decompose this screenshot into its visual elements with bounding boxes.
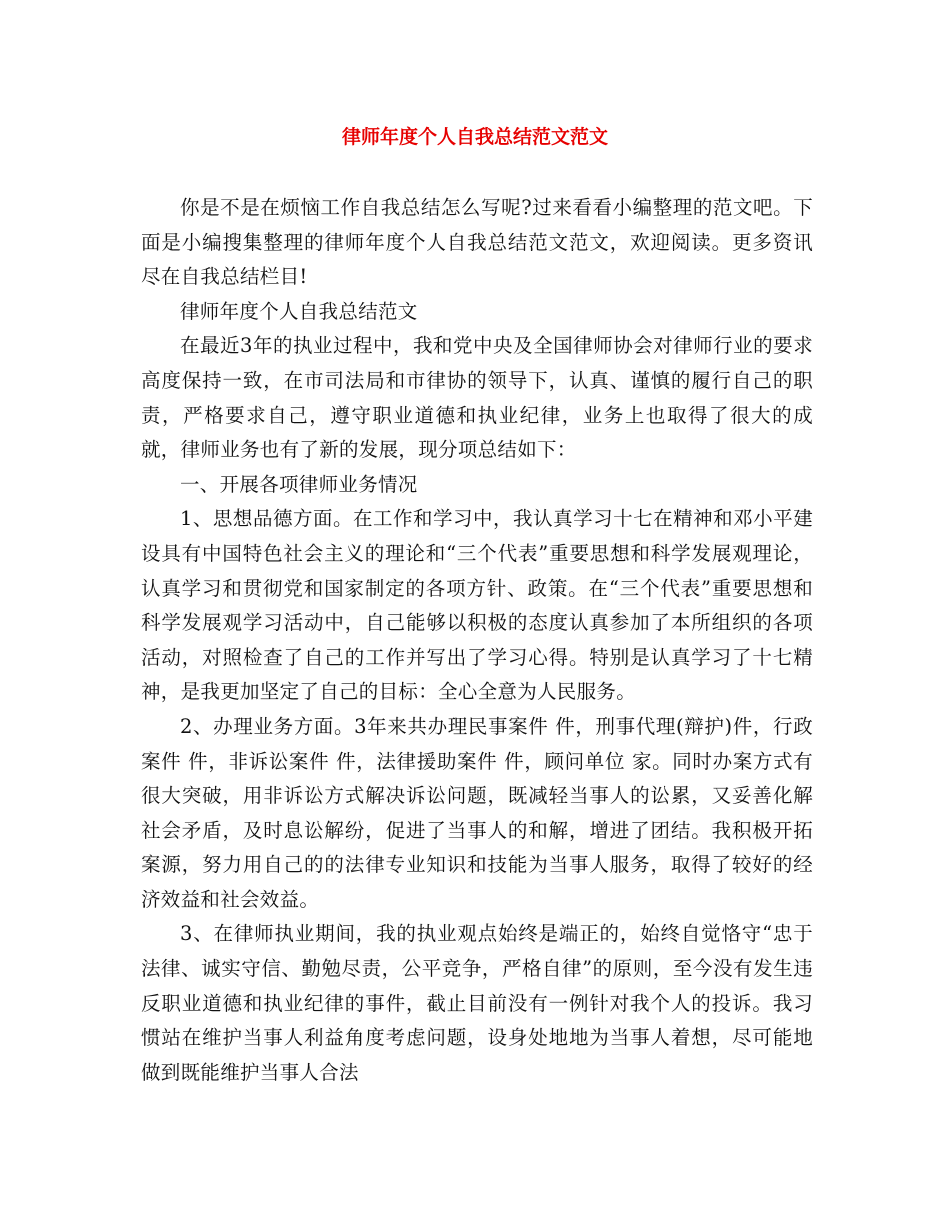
- paragraph-intro: 你是不是在烦恼工作自我总结怎么写呢?过来看看小编整理的范文吧。下面是小编搜集整理的律师年度个人自我总结范文范文，欢迎阅读。更多资讯尽在自我总结栏目!: [141, 196, 813, 289]
- section-heading: 一、开展各项律师业务情况: [180, 472, 418, 496]
- paragraph-business: 2、办理业务方面。3年来共办理民事案件 件，刑事代理(辩护)件，行政案件 件，非诉讼案件 件，法律援助案件 件，顾问单位 家。同时办案方式有很大突破，用非诉讼方式解决诉讼问题，既减轻当事人的讼累，又妥善化解社会矛盾，及时息讼解纷，促进了当事人的和解，增进了团结。我积极开拓案源，努力用自己的的法律专业知识和技能为当事人服务，取得了较好的经济效益和社会效益。: [141, 714, 813, 911]
- paragraph-subtitle: 律师年度个人自我总结范文: [180, 299, 418, 323]
- document-title: 律师年度个人自我总结范文范文: [341, 126, 608, 148]
- document-body: [141, 191, 813, 1090]
- paragraph-ethics: 3、在律师执业期间，我的执业观点始终是端正的，始终自觉恪守“忠于法律、诚实守信、勤勉尽责，公平竞争，严格自律”的原则，至今没有发生违反职业道德和执业纪律的事件，截止目前没有一例针对我个人的投诉。我习惯站在维护当事人利益角度考虑问题，设身处地地为当事人着想，尽可能地做到既能维护当事人合法: [141, 922, 813, 1084]
- paragraph-ideology: 1、思想品德方面。在工作和学习中，我认真学习十七在精神和邓小平建设具有中国特色社会主义的理论和“三个代表”重要思想和科学发展观理论，认真学习和贯彻党和国家制定的各项方针、政策。在“三个代表”重要思想和科学发展观学习活动中，自己能够以积极的态度认真参加了本所组织的各项活动，对照检查了自己的工作并写出了学习心得。特别是认真学习了十七精神，是我更加坚定了自己的目标：全心全意为人民服务。: [141, 507, 813, 704]
- paragraph-overview: 在最近3年的执业过程中，我和党中央及全国律师协会对律师行业的要求高度保持一致，在市司法局和市律协的领导下，认真、谨慎的履行自己的职责，严格要求自己，遵守职业道德和执业纪律，业务上也取得了很大的成就，律师业务也有了新的发展，现分项总结如下：: [141, 334, 813, 462]
